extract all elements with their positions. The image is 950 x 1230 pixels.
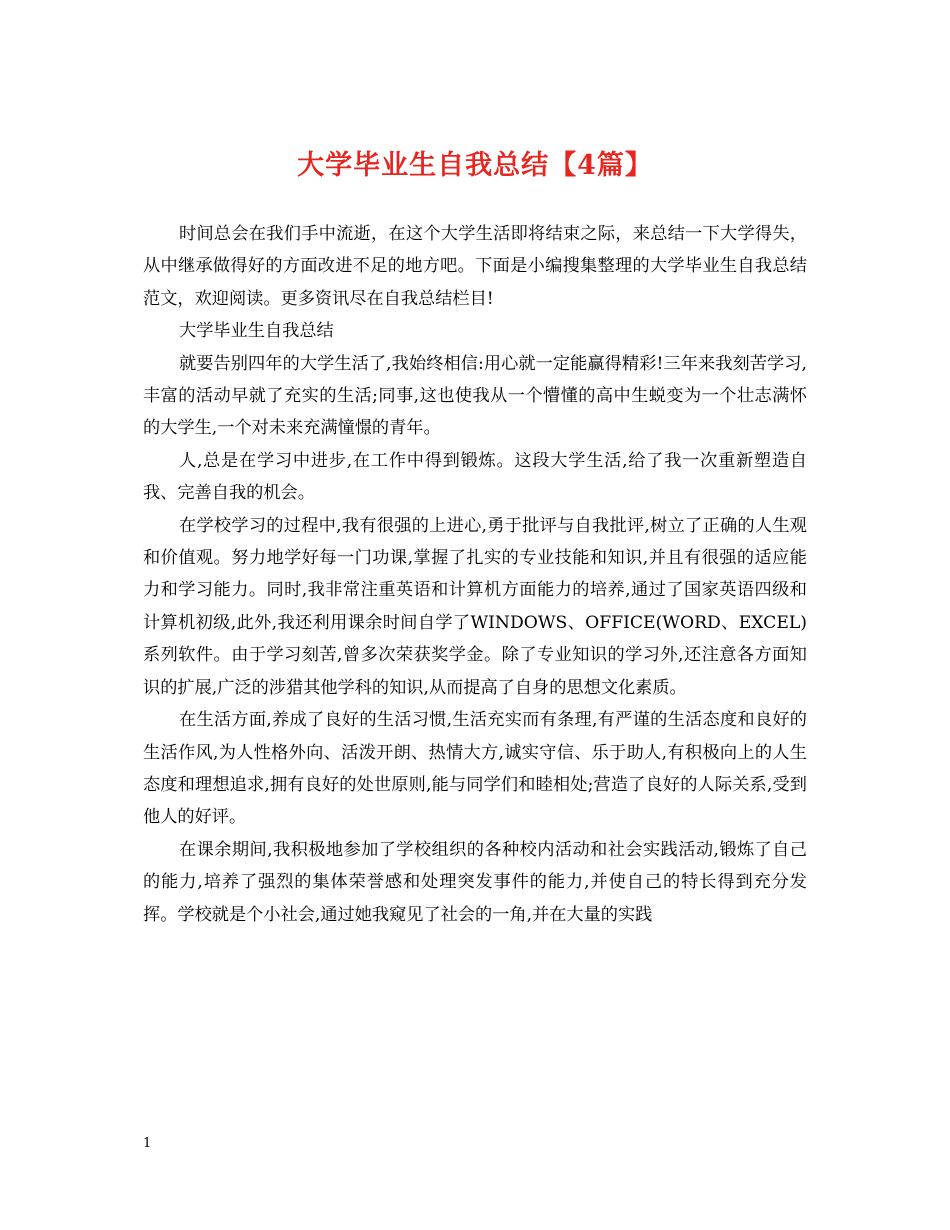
document-body bbox=[143, 218, 807, 931]
body-paragraph: 在生活方面,养成了良好的生活习惯,生活充实而有条理,有严谨的生活态度和良好的生活作风,为人性格外向、活泼开朗、热情大方,诚实守信、乐于助人,有积极向上的人生态度和理想追求,拥有良好的处世原则,能与同学们和睦相处;营造了良好的人际关系,受到他人的好评。 bbox=[143, 710, 807, 828]
page-number: 1 bbox=[143, 1136, 152, 1151]
section-heading: 大学毕业生自我总结 bbox=[179, 321, 334, 342]
body-paragraph: 在课余期间,我积极地参加了学校组织的各种校内活动和社会实践活动,锻炼了自己的能力,培养了强烈的集体荣誉感和处理突发事件的能力,并使自己的特长得到充分发挥。学校就是个小社会,通过她我窥见了社会的一角,并在大量的实践 bbox=[143, 839, 807, 925]
document-title: 大学毕业生自我总结【4篇】 bbox=[297, 150, 653, 181]
body-paragraph: 在学校学习的过程中,我有很强的上进心,勇于批评与自我批评,树立了正确的人生观和价值观。努力地学好每一门功课,掌握了扎实的专业技能和知识,并且有很强的适应能力和学习能力。同时,我非常注重英语和计算机方面能力的培养,通过了国家英语四级和计算机初级,此外,我还利用课余时间自学了WINDOWS、OFFICE(WORD、EXCEL)系列软件。由于学习刻苦,曾多次荣获奖学金。除了专业知识的学习外,还注意各方面知识的扩展,广泛的涉猎其他学科的知识,从而提高了自身的思想文化素质。 bbox=[143, 515, 807, 698]
intro-paragraph: 时间总会在我们手中流逝，在这个大学生活即将结束之际，来总结一下大学得失，从中继承做得好的方面改进不足的地方吧。下面是小编搜集整理的大学毕业生自我总结范文，欢迎阅读。更多资讯尽在自我总结栏目! bbox=[143, 224, 807, 309]
body-paragraph: 就要告别四年的大学生活了,我始终相信:用心就一定能赢得精彩!三年来我刻苦学习,丰富的活动早就了充实的生活;同事,这也使我从一个懵懂的高中生蜕变为一个壮志满怀的大学生,一个对未来充满憧憬的青年。 bbox=[143, 353, 807, 439]
body-paragraph: 人,总是在学习中进步,在工作中得到锻炼。这段大学生活,给了我一次重新塑造自我、完善自我的机会。 bbox=[143, 450, 807, 504]
